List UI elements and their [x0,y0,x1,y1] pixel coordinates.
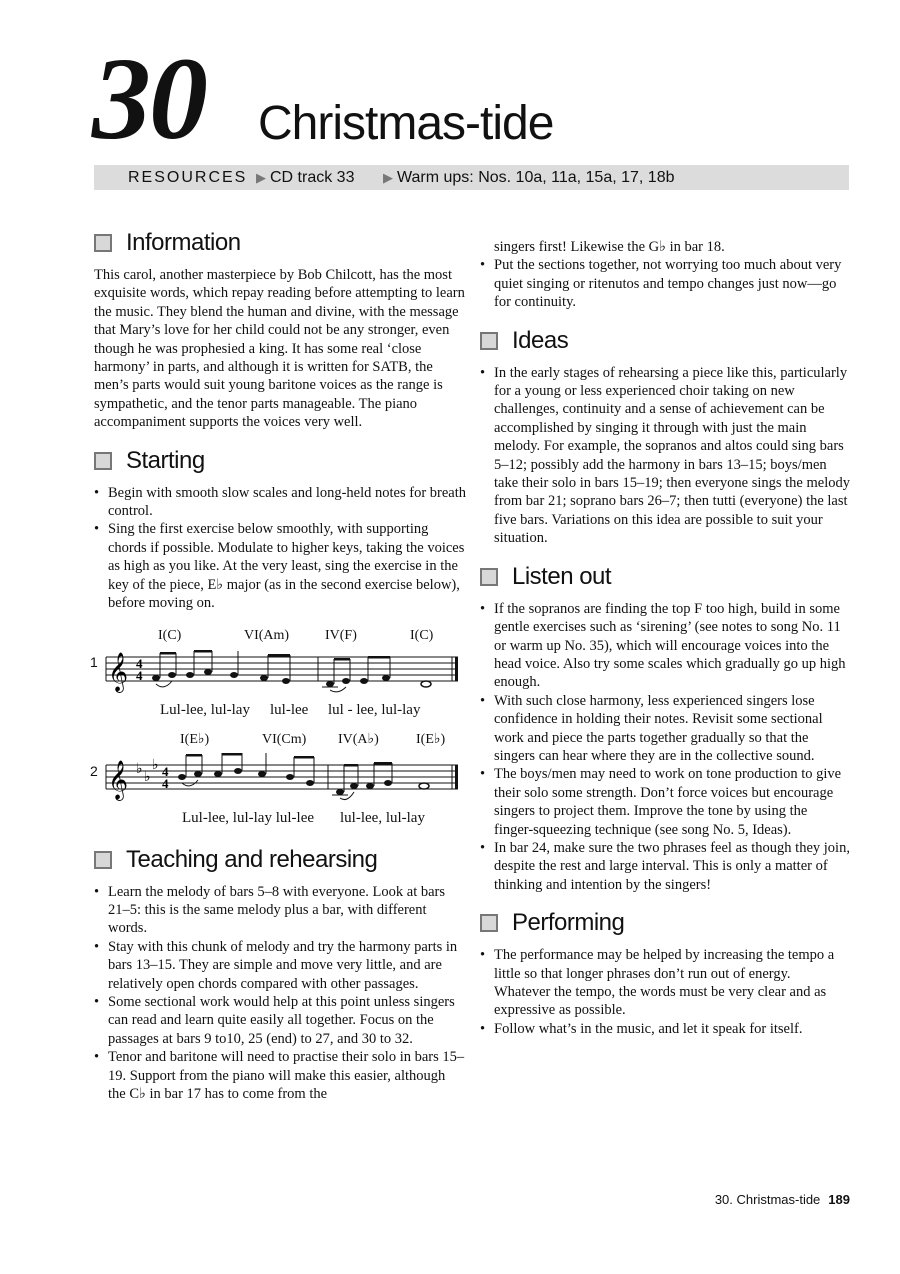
ideas-list [480,364,850,548]
staff-1 [94,645,466,697]
example-number: 2 [90,762,98,779]
list-item: • If the sopranos are finding the top F too high, build in some gentle exercises such as ‘sirening’ (see notes to song No. 11 or warm up No. 35), which will encourage voices into the head voice. Also try some scales which gradually go up high enough. [480,600,850,692]
checkbox-icon [94,234,112,252]
lyric: Lul-lee, lul-lay lul-lee [182,809,315,826]
chapter-number: 30 [92,33,206,164]
information-heading: Information [94,228,466,258]
checkbox-icon [94,851,112,869]
list-item: • Put the sections together, not worrying too much about very quiet singing or ritenutos and tempo changes just now—go for continuity. [480,256,850,311]
list-item: • Follow what’s in the music, and let it speak for itself. [480,1020,850,1038]
list-item: • In the early stages of rehearsing a piece like this, particularly for a young or less experienced choir taking on new challenges, continuity and a sense of achievement can be accomplished by singing it through with just the main melody. For example, the sopranos and altos could sing bars 5–12; possibly add the harmony in bars 13–15; boys/men take their solo in bars 15–19; then everyone sings the melody from bar 21; soprano bars 26–7; then tutti (everyone) the last five bars. Variations on this idea are possible to suit your situation. [480,364,850,548]
lyric: lul-lee [270,701,309,718]
lyric: lul-lee, lul-lay [340,809,425,826]
triangle-icon: ▶ [256,170,266,185]
footer-section: 30. Christmas-tide [714,1192,821,1207]
page-title: Christmas-tide [258,97,554,150]
svg-text:𝄞: 𝄞 [108,651,129,692]
chord-label: I(E♭) [180,731,210,747]
starting-heading: Starting [94,446,466,476]
resources-label: RESOURCES [128,169,248,186]
list-item: • The performance may be helped by increasing the tempo a little so that longer phrases don’t run out of energy. Whatever the tempo, the words must be very clear and as expressive as possible. [480,946,850,1020]
svg-text:♭: ♭ [152,756,159,773]
listen-list [480,600,850,895]
list-item: • Some sectional work would help at this point unless singers can read and learn quite easily all together. Focus on the passages at bars 9 to10, 25 (end) to 27, and 30 to 32. [94,993,466,1048]
page-number: 189 [828,1192,850,1207]
list-item: • With such close harmony, less experienced singers lose confidence in holding their notes. Revisit some sectional work and piece the parts together gradually so that the singers can hear where they are in the collective sound. [480,692,850,766]
triangle-icon: ▶ [383,170,393,185]
warmups: ▶ Warm ups: Nos. 10a, 11a, 15a, 17, 18b [383,169,675,186]
checkbox-icon [480,914,498,932]
left-column [90,228,467,1103]
continued-text: singers first! Likewise the G♭ in bar 18. [494,239,725,255]
checkbox-icon [480,332,498,350]
list-item: • Tenor and baritone will need to practise their solo in bars 15–19. Support from the piano will make this easier, although the C♭ in bar 17 has to come from the [94,1048,466,1103]
checkbox-icon [480,568,498,586]
list-item: • Begin with smooth slow scales and long-held notes for breath control. [94,484,466,521]
chord-label: VI(Cm) [262,731,307,747]
starting-list [94,484,466,613]
example-number: 1 [90,653,98,670]
list-item: • Sing the first exercise below smoothly, with supporting chords if possible. Modulate to higher keys, taking the voices as high as you like. At the very least, sing the exercise in the key of the piece, E♭ major (as in the second exercise below), before moving on. [94,520,466,612]
chord-label: VI(Am) [244,627,290,643]
svg-text:♭: ♭ [144,768,151,785]
svg-text:4: 4 [136,667,143,683]
right-column [480,238,850,1038]
information-text: This carol, another masterpiece by Bob Chilcott, has the most exquisite words, which repay reading before attempting to learn the music. They blend the human and divine, with the message that Mary’s love for her child could not be any stronger, even though he was prophesied a king. It has some real ‘close harmony’ in parts, and although it is written for SATB, the men’s parts would suit young baritone voices as the range is sympathetic, and the tenor parts manageable. The piano accompaniment supports the voices very well. [94,267,465,431]
checkbox-icon [94,452,112,470]
list-item: • Stay with this chunk of melody and try the harmony parts in bars 13–15. They are simple and move very little, and are relatively open chords compared with other passages. [94,938,466,993]
staff-2 [94,753,466,805]
chord-label: I(C) [410,627,434,643]
svg-text:4: 4 [136,655,143,671]
music-examples [90,627,466,827]
chord-label: I(E♭) [416,731,446,747]
list-item: • The boys/men may need to work on tone production to give their solo some strength. Don’t force voices but encourage singers to project them. Improve the tone by using the finger-squeezing technique (see song No. 5, Ideas). [480,765,850,839]
cd-track: ▶ CD track 33 [256,169,355,186]
performing-heading: Performing [480,908,850,938]
continued-list [480,256,850,311]
chord-label: IV(A♭) [338,731,379,747]
list-item: • In bar 24, make sure the two phrases feel as though they join, despite the rest and large interval. This is only a matter of thinking and intention by the singers! [480,839,850,894]
list-item: • Learn the melody of bars 5–8 with everyone. Look at bars 21–5: this is the same melody plus a bar, with different words. [94,883,466,938]
resources-bar [94,165,849,190]
teaching-heading: Teaching and rehearsing [94,845,466,875]
chord-label: IV(F) [325,627,357,643]
page-footer [715,1192,850,1207]
svg-text:𝄞: 𝄞 [108,759,129,800]
listen-heading: Listen out [480,562,850,592]
performing-list [480,946,850,1038]
teaching-list [94,883,466,1104]
chord-label: I(C) [158,627,182,643]
svg-text:4: 4 [162,775,169,791]
svg-text:4: 4 [162,763,169,779]
ideas-heading: Ideas [480,326,850,356]
svg-text:♭: ♭ [136,760,143,777]
lyric: Lul-lee, lul-lay [160,701,250,718]
lyric: lul - lee, lul-lay [328,701,421,718]
